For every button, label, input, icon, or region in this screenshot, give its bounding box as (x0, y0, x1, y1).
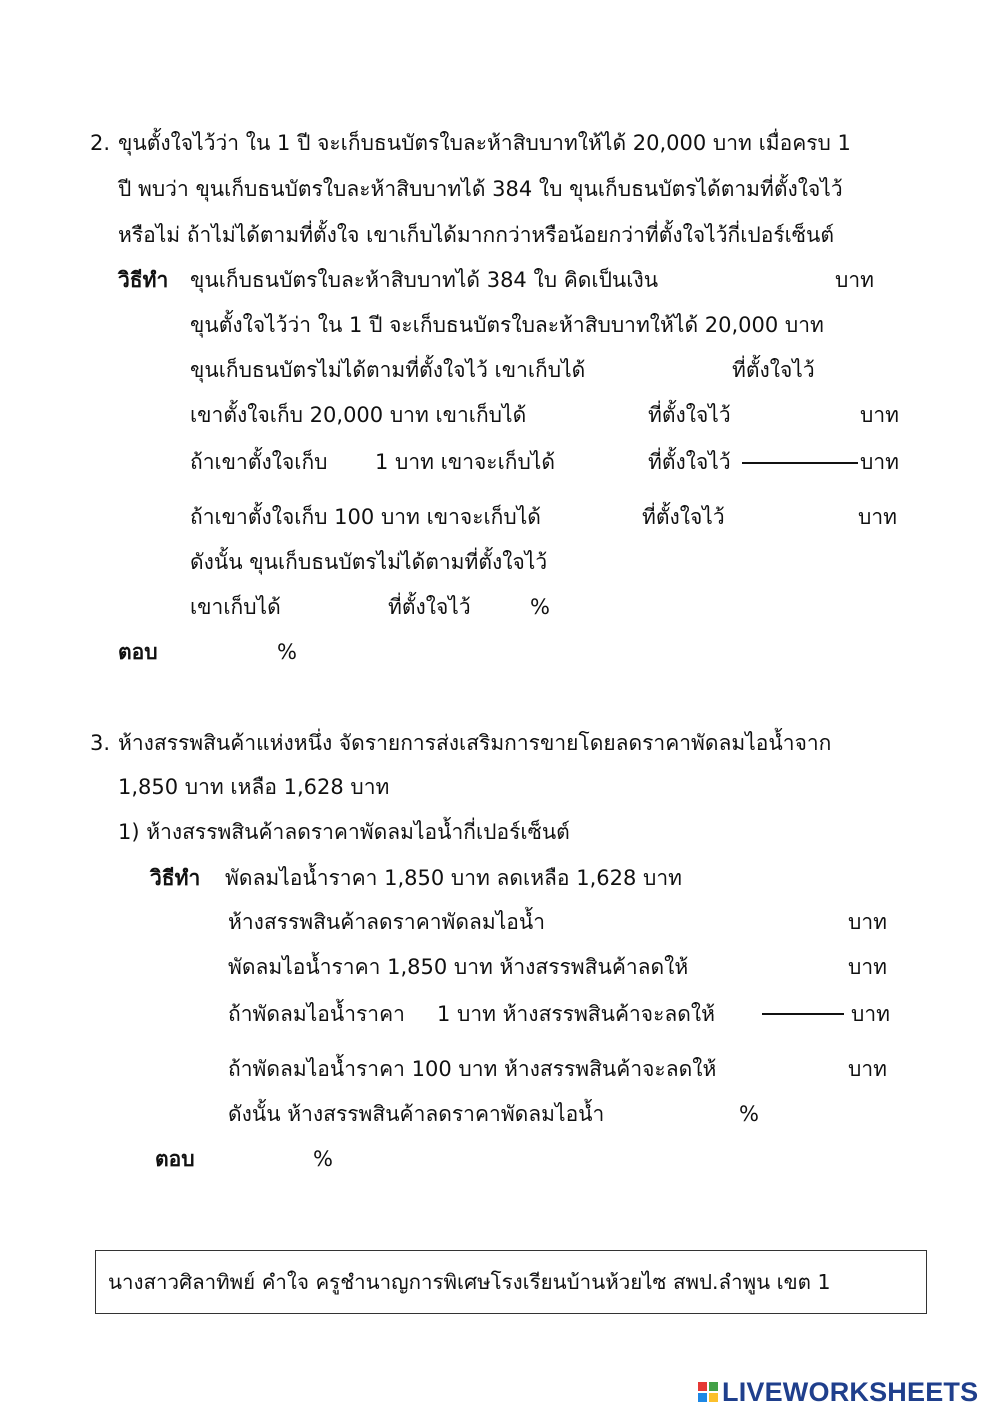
q2-m8-pct: % (530, 595, 550, 619)
q2-method-label: วิธีทำ (118, 268, 169, 292)
q3-fraction-line (762, 1013, 844, 1015)
q2-m2-text: ขุนตั้งใจไว้ว่า ใน 1 ปี จะเก็บธนบัตรใบละห้าสิบบาทให้ได้ 20,000 บาท (190, 313, 824, 337)
q2-m8-mid: ที่ตั้งใจไว้ (388, 595, 471, 619)
q2-line-3: หรือไม่ ถ้าไม่ได้ตามที่ตั้งใจ เขาเก็บได้มากกว่าหรือน้อยกว่าที่ตั้งใจไว้กี่เปอร์เซ็นต์ (118, 223, 835, 247)
q2-m6-text: ถ้าเขาตั้งใจเก็บ 100 บาท เขาจะเก็บได้ (190, 505, 541, 529)
q3-line-2: 1,850 บาท เหลือ 1,628 บาท (118, 775, 390, 799)
q2-m4-text: เขาตั้งใจเก็บ 20,000 บาท เขาเก็บได้ (190, 403, 527, 427)
q3-m4-num: 1 บาท ห้างสรรพสินค้าจะลดให้ (437, 1002, 715, 1026)
q2-m5-num: 1 บาท เขาจะเก็บได้ (375, 450, 556, 474)
q2-m3-text: ขุนเก็บธนบัตรไม่ได้ตามที่ตั้งใจไว้ เขาเก็บได้ (190, 358, 586, 382)
liveworksheets-brand (698, 1376, 978, 1408)
q3-number: 3. (90, 731, 111, 755)
q2-m5-unit: บาท (860, 450, 899, 474)
logo-square-green (709, 1382, 718, 1391)
q3-m2-unit: บาท (848, 910, 887, 934)
q3-method-label: วิธีทำ (150, 866, 201, 890)
q2-m1-text: ขุนเก็บธนบัตรใบละห้าสิบบาทได้ 384 ใบ คิดเป็นเงิน (190, 268, 659, 292)
liveworksheets-wordmark: LIVEWORKSHEETS (722, 1376, 979, 1407)
q2-answer-label: ตอบ (118, 640, 158, 664)
q3-sub-question: 1) ห้างสรรพสินค้าลดราคาพัดลมไอน้ำกี่เปอร์เซ็นต์ (118, 820, 570, 844)
logo-square-yellow (709, 1393, 718, 1402)
q2-m5-mid: ที่ตั้งใจไว้ (648, 450, 731, 474)
q2-m1-unit: บาท (835, 268, 874, 292)
logo-square-blue (698, 1393, 707, 1402)
footer-credit-box (95, 1250, 927, 1314)
q2-answer-pct: % (277, 640, 297, 664)
q3-m1-text: พัดลมไอน้ำราคา 1,850 บาท ลดเหลือ 1,628 บาท (225, 866, 682, 890)
q3-m5-text: ถ้าพัดลมไอน้ำราคา 100 บาท ห้างสรรพสินค้าจะลดให้ (228, 1057, 717, 1081)
q2-m5-text: ถ้าเขาตั้งใจเก็บ (190, 450, 328, 474)
footer-credit-text: นางสาวศิลาทิพย์ คำใจ ครูชำนาญการพิเศษโรงเรียนบ้านห้วยไซ สพป.ลำพูน เขต 1 (108, 1270, 831, 1294)
q3-m4-unit: บาท (851, 1002, 890, 1026)
q2-m3-mid: ที่ตั้งใจไว้ (732, 358, 815, 382)
liveworksheets-logo-icon (698, 1382, 718, 1402)
q2-line-2: ปี พบว่า ขุนเก็บธนบัตรใบละห้าสิบบาทได้ 384 ใบ ขุนเก็บธนบัตรได้ตามที่ตั้งใจไว้ (118, 177, 843, 201)
q2-m7-text: ดังนั้น ขุนเก็บธนบัตรไม่ได้ตามที่ตั้งใจไว้ (190, 550, 548, 574)
q3-m3-text: พัดลมไอน้ำราคา 1,850 บาท ห้างสรรพสินค้าลดให้ (228, 955, 689, 979)
q3-m5-unit: บาท (848, 1057, 887, 1081)
q3-m2-text: ห้างสรรพสินค้าลดราคาพัดลมไอน้ำ (228, 910, 546, 934)
q3-m6-text: ดังนั้น ห้างสรรพสินค้าลดราคาพัดลมไอน้ำ (228, 1102, 605, 1126)
q2-m4-unit: บาท (860, 403, 899, 427)
q2-m6-unit: บาท (858, 505, 897, 529)
q2-line-1: ขุนตั้งใจไว้ว่า ใน 1 ปี จะเก็บธนบัตรใบละห้าสิบบาทให้ได้ 20,000 บาท เมื่อครบ 1 (118, 131, 851, 155)
q3-line-1: ห้างสรรพสินค้าแห่งหนึ่ง จัดรายการส่งเสริมการขายโดยลดราคาพัดลมไอน้ำจาก (118, 731, 832, 755)
q2-m6-mid: ที่ตั้งใจไว้ (642, 505, 725, 529)
q3-m3-unit: บาท (848, 955, 887, 979)
q2-fraction-line (742, 462, 858, 464)
q3-m4-text: ถ้าพัดลมไอน้ำราคา (228, 1002, 405, 1026)
q2-number: 2. (90, 131, 111, 155)
q3-m6-pct: % (739, 1102, 759, 1126)
q2-m8-text: เขาเก็บได้ (190, 595, 281, 619)
q3-answer-label: ตอบ (155, 1147, 195, 1171)
logo-square-red (698, 1382, 707, 1391)
q2-m4-mid: ที่ตั้งใจไว้ (648, 403, 731, 427)
q3-answer-pct: % (313, 1147, 333, 1171)
